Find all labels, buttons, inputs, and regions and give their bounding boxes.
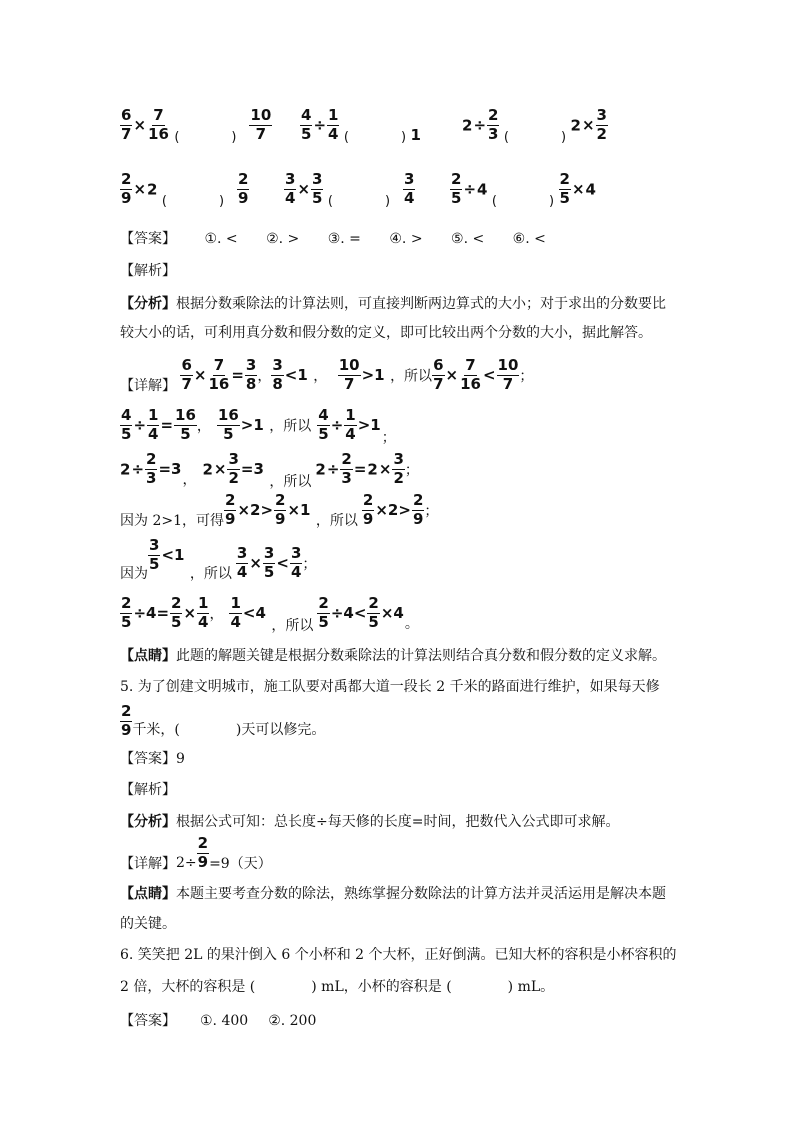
q5-jiexi: 【解析】 [120, 782, 176, 798]
q4-detail-row2: $\frac{4}{5}$ ÷ $\frac{1}{4}$ = $\frac{16}{5}$ ， $\frac{16}{5}$ >1 ，所以 $\frac{4}{5}$ ÷ $\frac{1}{4}$ >1； [121, 406, 396, 447]
blank: ( ) [491, 193, 555, 209]
blank: ( ) [327, 193, 391, 209]
q5-stem-line1: 5. 为了创建文明城市，施工队要对禹都大道一段长 2 千米的路面进行维护，如果每天修 [120, 679, 660, 695]
q4-analysis-line2: 较大小的话，可利用真分数和假分数的定义，即可比较出两个分数的大小，据此解答。 [120, 325, 652, 341]
q4-detail-row4: 因为 2>1，可得 $\frac{2}{9}$ ×2> $\frac{2}{9}$ ×1 ，所以 $\frac{2}{9}$ ×2> $\frac{2}{9}$ ； [120, 491, 439, 530]
fraction: $\frac{6}{7}$ [121, 106, 132, 143]
q5-dianjing-line2: 的关键。 [120, 916, 176, 932]
fraction: $\frac{2}{3}$ [488, 106, 499, 143]
fraction: $\frac{2}{9}$ [121, 170, 132, 207]
q4-expr-2: $\frac{4}{5}$ ÷ $\frac{1}{4}$ ( ) 1 [301, 106, 421, 145]
q4-answer: 【答案】 ①. < ②. > ③. = ④. > ⑤. < ⑥. < [120, 231, 546, 247]
fraction: $\frac{3}{2}$ [596, 106, 607, 143]
q5-stem-line2: $\frac{2}{9}$ 千米，( )天可以修完。 [121, 702, 326, 739]
q4-detail-row6: $\frac{2}{5}$ ÷4= $\frac{2}{5}$ × $\frac{1}{4}$ ， $\frac{1}{4}$ <4 ，所以 $\frac{2}{5}$ ÷4< $\frac{2}{5}$ ×4。 [121, 594, 419, 635]
fraction: $\frac{4}{5}$ [301, 106, 312, 143]
q4-detail-row3: 2÷ $\frac{2}{3}$ =3，2× $\frac{3}{2}$ =3 ，所以2÷ $\frac{2}{3}$ =2× $\frac{3}{2}$ ； [120, 450, 419, 491]
fraction: $\frac{1}{4}$ [328, 106, 339, 143]
q4-expr-3: 2÷ $\frac{2}{3}$ ( ) 2× $\frac{3}{2}$ [462, 106, 607, 145]
q4-detail-row1: 【详解】 $\frac{6}{7}$ × $\frac{7}{16}$ = $\frac{3}{8}$ ， $\frac{3}{8}$ <1 ， $\frac{10}{7}$ >1 ，所以 $\frac{6}{7}$ × $\frac{7}{16}$ < $\frac{10}{7}$ ； [120, 356, 534, 395]
fraction: $\frac{10}{7}$ [250, 106, 272, 143]
q6-stem-line2: 2 倍，大杯的容积是 ( ) mL，小杯的容积是 ( ) mL。 [120, 979, 555, 995]
q4-expr-1: $\frac{6}{7}$ × $\frac{7}{16}$ ( ) $\frac{10}{7}$ [121, 106, 272, 145]
q5-answer: 【答案】9 [120, 751, 185, 767]
fraction: $\frac{2}{9}$ [237, 170, 249, 207]
q4-jiexi: 【解析】 [120, 263, 176, 279]
fraction: $\frac{2}{5}$ [559, 170, 570, 207]
fraction: $\frac{3}{4}$ [285, 170, 296, 207]
q4-analysis-line1: 【分析】根据分数乘除法的计算法则，可直接判断两边算式的大小；对于求出的分数要比 [120, 296, 666, 312]
fraction: $\frac{7}{16}$ [148, 106, 169, 143]
q4-expr-6: $\frac{2}{5}$ ÷4 ( ) $\frac{2}{5}$ ×4 [451, 170, 596, 209]
q5-analysis: 【分析】根据公式可知：总长度÷每天修的长度=时间，把数代入公式即可求解。 [120, 814, 620, 830]
q4-expr-5: $\frac{3}{4}$ × $\frac{3}{5}$ ( ) $\frac{3}{4}$ [285, 170, 415, 209]
blank: ( ) [174, 129, 237, 145]
q4-expr-4: $\frac{2}{9}$ ×2 ( ) $\frac{2}{9}$ [121, 170, 249, 209]
fraction: $\frac{3}{4}$ [403, 170, 415, 207]
q4-detail-row5: 因为 $\frac{3}{5}$ <1 ，所以 $\frac{3}{4}$ × $\frac{3}{5}$ < $\frac{3}{4}$ ； [120, 536, 317, 583]
fraction: $\frac{2}{5}$ [451, 170, 462, 207]
q5-detail: 【详解】2÷ $\frac{2}{9}$ =9（天） [120, 834, 272, 873]
q5-dianjing-line1: 【点睛】本题主要考查分数的除法，熟练掌握分数除法的计算方法并灵活运用是解决本题 [120, 886, 666, 902]
blank: ( ) [503, 129, 567, 145]
blank: ( ) [161, 193, 225, 209]
fraction: $\frac{2}{9}$ [121, 702, 132, 739]
q4-dianjing: 【点睛】此题的解题关键是根据分数乘除法的计算法则结合真分数和假分数的定义求解。 [120, 648, 666, 664]
fraction: $\frac{3}{5}$ [312, 170, 323, 207]
blank: ( ) [343, 129, 407, 145]
q6-stem-line1: 6. 笑笑把 2L 的果汁倒入 6 个小杯和 2 个大杯，正好倒满。已知大杯的容积是小杯容积的 [120, 947, 677, 963]
q6-answer: 【答案】 ①. 400 ②. 200 [120, 1013, 317, 1029]
